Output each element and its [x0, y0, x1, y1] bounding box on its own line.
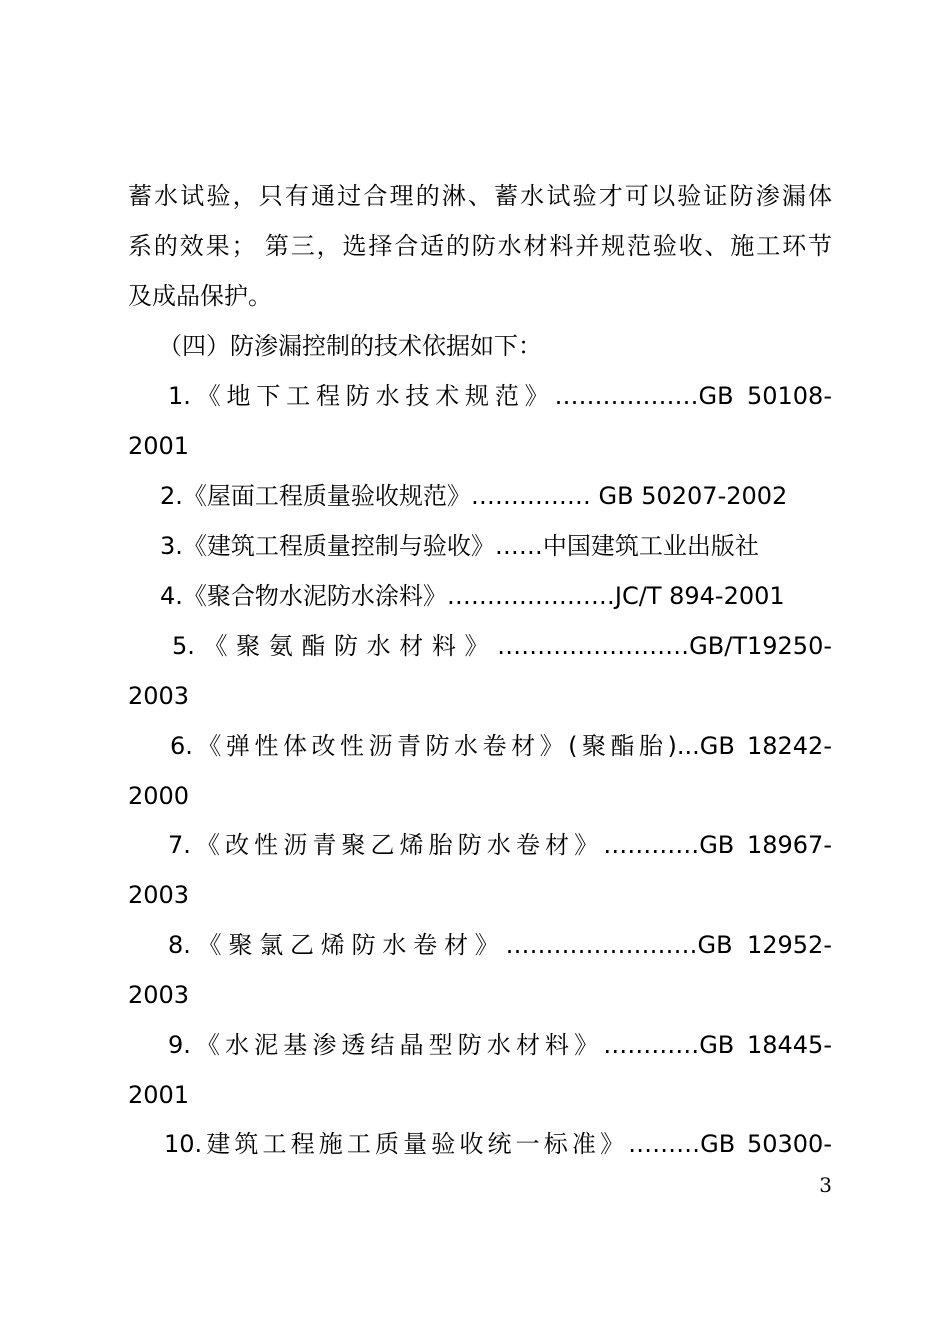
reference-item-7: 7.《改性沥青聚乙烯胎防水卷材》…………GB 18967-	[168, 831, 832, 859]
reference-item-1-continuation: 2001	[128, 432, 190, 460]
paragraph-line-1: 蓄水试验，只有通过合理的淋、蓄水试验才可以验证防渗漏体	[128, 182, 832, 210]
reference-item-4: 4.《聚合物水泥防水涂料》…………………JC/T 894-2001	[160, 582, 785, 610]
reference-item-8: 8.《聚氯乙烯防水卷材》……………………GB 12952-	[168, 931, 832, 959]
reference-item-3: 3.《建筑工程质量控制与验收》……中国建筑工业出版社	[160, 532, 759, 560]
reference-item-7-continuation: 2003	[128, 881, 190, 909]
reference-item-9: 9.《水泥基渗透结晶型防水材料》…………GB 18445-	[168, 1031, 832, 1059]
paragraph-line-3: 及成品保护。	[128, 282, 272, 310]
reference-item-1: 1.《地下工程防水技术规范》………………GB 50108-	[168, 382, 832, 410]
reference-item-6-continuation: 2000	[128, 782, 190, 810]
reference-item-8-continuation: 2003	[128, 981, 190, 1009]
reference-item-5: 5.《聚氨酯防水材料》……………………GB/T19250-	[172, 632, 832, 660]
reference-item-10: 10.建筑工程施工质量验收统一标准》………GB 50300-	[164, 1130, 832, 1158]
reference-item-2: 2.《屋面工程质量验收规范》…………… GB 50207-2002	[160, 482, 788, 510]
reference-item-9-continuation: 2001	[128, 1081, 190, 1109]
reference-item-6: 6.《弹性体改性沥青防水卷材》(聚酯胎)...GB 18242-	[170, 732, 832, 760]
reference-item-5-continuation: 2003	[128, 682, 190, 710]
section-heading: （四）防渗漏控制的技术依据如下：	[158, 332, 542, 360]
paragraph-line-2: 系的效果； 第三，选择合适的防水材料并规范验收、施工环节	[128, 232, 832, 260]
page-number: 3	[819, 1173, 832, 1197]
